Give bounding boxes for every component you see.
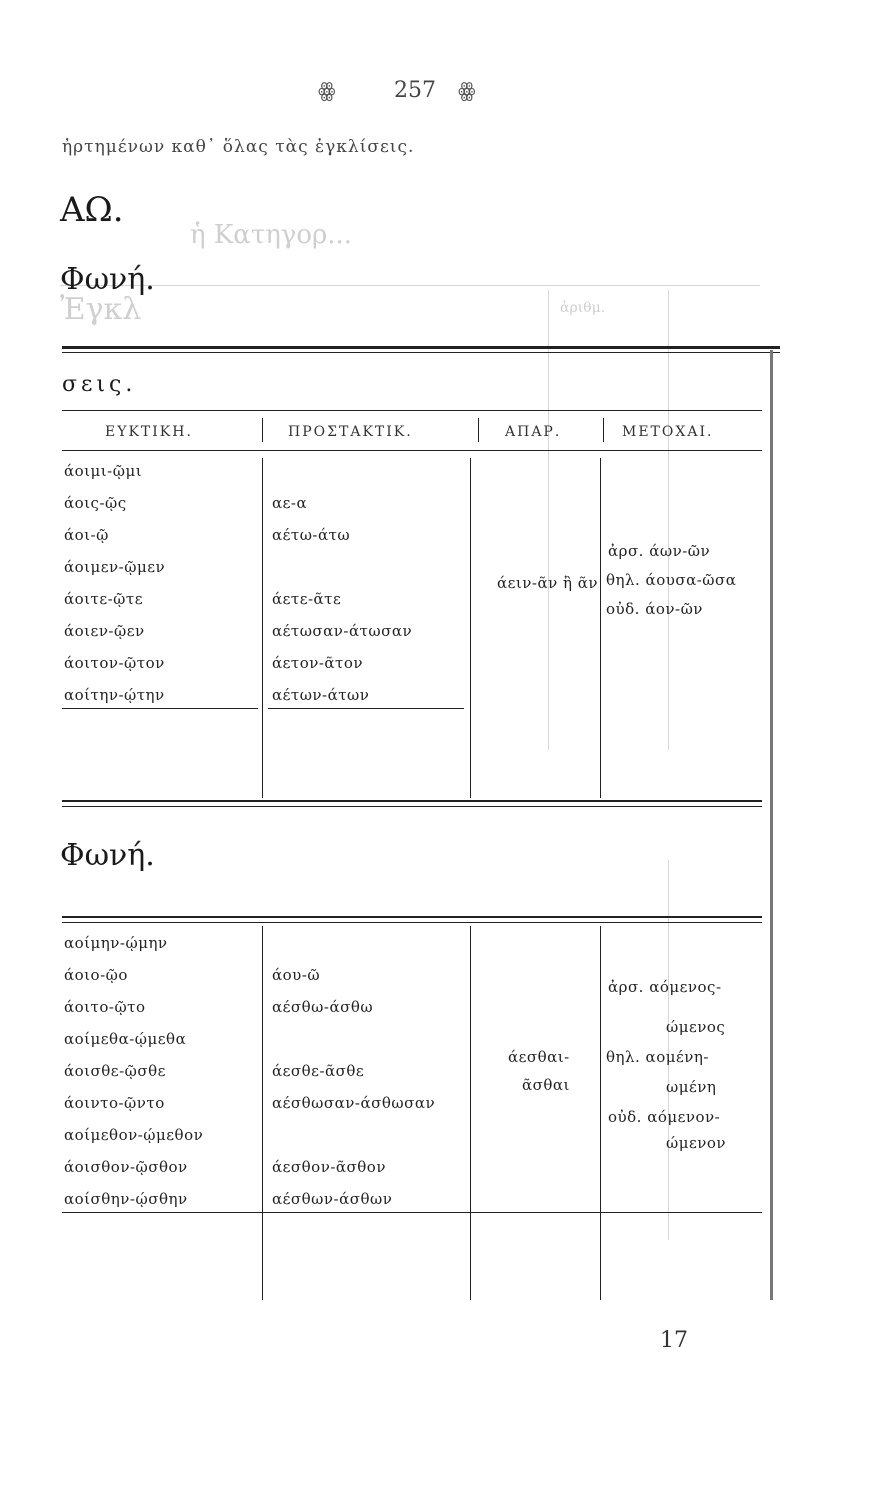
middle-imperative-cell: άεσθον-ᾶσθον (272, 1158, 386, 1176)
col-header-participle: ΜΕΤΟΧΑΙ. (622, 424, 714, 440)
active-participle-cell: ἀρσ. άων-ῶν (608, 542, 711, 560)
column-divider (262, 926, 263, 1300)
middle-participle-cell: ωμένη (666, 1078, 717, 1096)
column-divider (600, 458, 601, 798)
bleed-through-rule (60, 285, 760, 286)
active-optative-cell: άοιτον-ῷτον (64, 654, 165, 672)
middle-optative-cell: άοιντο-ῷντο (64, 1094, 165, 1112)
active-participle-cell: οὐδ. άον-ῶν (606, 600, 703, 618)
bleed-through-text: ἡ Κατηγορ... (190, 220, 353, 250)
section-title: ΑΩ. (60, 190, 124, 230)
middle-optative-cell: άοιτο-ῷτο (64, 998, 146, 1016)
middle-participle-cell: ώμενος (666, 1018, 726, 1036)
top-rule (62, 346, 780, 349)
active-optative-cell: άοις-ῷς (64, 494, 127, 512)
active-participle-cell: θηλ. άουσα-ῶσα (606, 571, 737, 589)
bleed-through-text: ἀριθμ. (560, 300, 606, 316)
middle-optative-cell: άοισθε-ῷσθε (64, 1062, 166, 1080)
table-row-rule (268, 708, 464, 709)
col-header-imperative: ΠΡΟΣΤΑΚΤΙΚ. (288, 424, 413, 440)
top-rule-thin (62, 352, 780, 353)
middle-infinitive-cell: άεσθαι- (508, 1048, 570, 1066)
active-optative-cell: άοιμι-ῷμι (64, 462, 143, 480)
middle-optative-cell: άοισθον-ῷσθον (64, 1158, 188, 1176)
middle-imperative-cell: άου-ῶ (272, 966, 321, 984)
table-top-rule (62, 410, 762, 411)
middle-participle-cell: ώμενον (666, 1134, 727, 1152)
middle-optative-cell: αοίσθην-ῴσθην (64, 1190, 188, 1208)
middle-imperative-cell: αέσθω-άσθω (272, 998, 374, 1016)
active-infinitive-cell: άειν-ᾶν ἢ ᾶν (497, 574, 598, 592)
signature-mark: 17 (660, 1328, 688, 1353)
column-divider (600, 926, 601, 1300)
header-divider (478, 418, 479, 442)
middle-imperative-cell: άεσθε-ᾶσθε (272, 1062, 365, 1080)
bleed-through-rule (668, 290, 669, 750)
col-header-infinitive: ΑΠΑΡ. (505, 424, 562, 440)
middle-imperative-cell: αέσθων-άσθων (272, 1190, 393, 1208)
page-edge (770, 350, 773, 1300)
table2-top-rule-thin (62, 922, 762, 923)
voice-middle-heading: Φωνή. (60, 838, 155, 873)
table2-top-rule (62, 916, 762, 918)
middle-optative-cell: αοίμεθον-ῴμεθον (64, 1126, 204, 1144)
column-divider (470, 926, 471, 1300)
active-imperative-cell: άετον-ᾶτον (272, 654, 363, 672)
middle-optative-cell: αοίμεθα-ῴμεθα (64, 1030, 187, 1048)
page-number: 257 (394, 78, 436, 103)
table2-bottom-rule (62, 1212, 762, 1213)
middle-imperative-cell: αέσθωσαν-άσθωσαν (272, 1094, 436, 1112)
active-imperative-cell: άετε-ᾶτε (272, 590, 342, 608)
header-ornament-right: ꙮ (458, 78, 476, 102)
active-optative-cell: άοιεν-ῷεν (64, 622, 145, 640)
header-divider (603, 418, 604, 442)
active-imperative-cell: αε-α (272, 494, 308, 512)
fragment-label: σεις. (62, 372, 137, 397)
active-optative-cell: άοιμεν-ῷμεν (64, 558, 166, 576)
col-header-optative: ΕΥΚΤΙΚΗ. (105, 424, 193, 440)
active-imperative-cell: αέτωσαν-άτωσαν (272, 622, 413, 640)
active-optative-cell: αοίτην-ῴτην (64, 686, 165, 704)
active-optative-cell: άοι-ῷ (64, 526, 109, 544)
voice-active-heading: Φωνή. (60, 262, 155, 297)
header-bottom-rule (62, 450, 762, 451)
active-imperative-cell: αέτω-άτω (272, 526, 351, 544)
bleed-through-rule (548, 290, 549, 750)
middle-participle-cell: θηλ. αομένη- (606, 1048, 709, 1066)
table-row-rule (62, 708, 258, 709)
middle-optative-cell: άοιο-ῷο (64, 966, 128, 984)
middle-optative-cell: αοίμην-ῴμην (64, 934, 168, 952)
intro-line: ἠρτημένων καθ᾽ ὅλας τὰς ἐγκλίσεις. (62, 137, 415, 157)
middle-participle-cell: οὐδ. αόμενον- (608, 1108, 721, 1126)
column-divider (262, 458, 263, 798)
middle-infinitive-cell: ᾶσθαι (522, 1076, 570, 1094)
header-divider (262, 418, 263, 442)
section-rule-thin (62, 806, 762, 807)
active-imperative-cell: αέτων-άτων (272, 686, 370, 704)
middle-participle-cell: ἀρσ. αόμενος- (608, 978, 722, 996)
section-rule (62, 800, 762, 802)
column-divider (470, 458, 471, 798)
bleed-through-text: Ἐγκλ (60, 292, 142, 327)
active-optative-cell: άοιτε-ῷτε (64, 590, 143, 608)
header-ornament-left: ꙮ (318, 78, 336, 102)
